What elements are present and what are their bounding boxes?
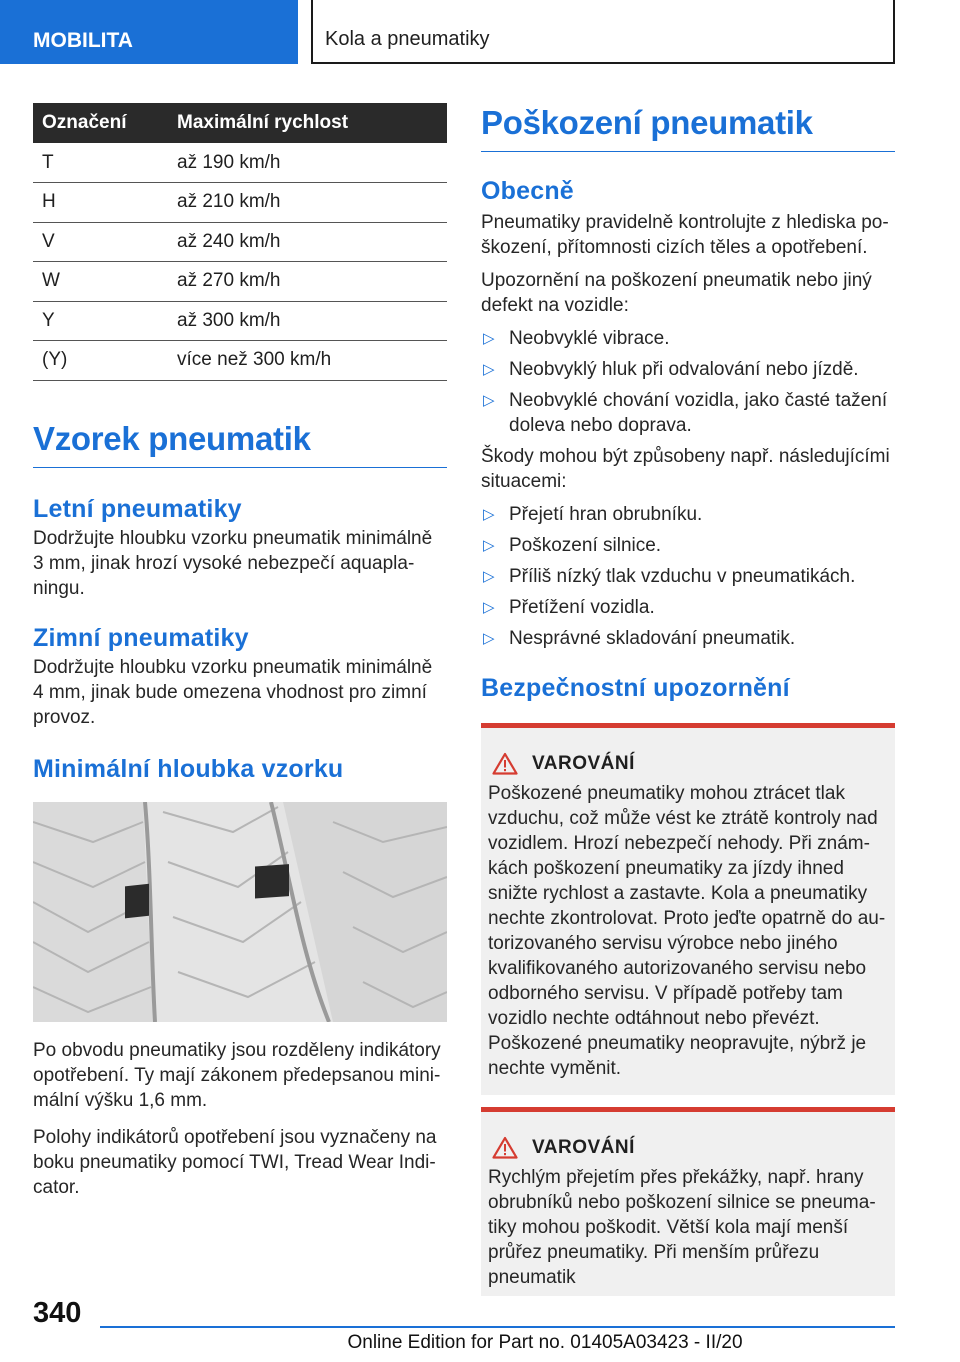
right-column	[481, 103, 895, 1296]
tyre-tread-drawing	[33, 802, 447, 1022]
table-cell: Y	[33, 301, 177, 341]
table-cell: více než 300 km/h	[177, 341, 447, 381]
footer-divider	[100, 1326, 895, 1328]
table-header-row	[33, 103, 447, 143]
table-cell: až 270 km/h	[177, 262, 447, 302]
list-item: ▷ Poškození silnice.	[483, 535, 662, 556]
triangle-bullet-icon: ▷	[483, 537, 495, 554]
list-item: ▷ Příliš nízký tlak vzduchu v pneumatikách.	[483, 566, 856, 587]
table-header-cell: Označení	[33, 103, 177, 143]
summer-tyres-text: Dodržujte hloubku vzorku pneumatik minimálně 3 mm, jinak hrozí vysoké nebezpečí aquaplaningu.	[33, 527, 433, 599]
edition-text: Online Edition for Part no. 01405A03423 - II/20	[347, 1332, 743, 1353]
twi-text: Polohy indikátorů opotřebení jsou vyznačeny na boku pneumatiky pomocí TWI, Tread Wear Indicator.	[33, 1126, 437, 1198]
table-row	[33, 222, 447, 262]
wear-indicator-text: Po obvodu pneumatiky jsou rozděleny indikátory opotřebení. Ty mají zákonem předepsanou minimální výšku 1,6 mm.	[33, 1039, 441, 1111]
page-number: 340	[33, 1297, 82, 1329]
subheading-summer-tyres: Letní pneumatiky	[33, 494, 242, 523]
section-heading-tread: Vzorek pneumatik	[33, 419, 447, 468]
list-item: ▷ Neobvyklé vibrace.	[483, 328, 670, 349]
triangle-bullet-icon: ▷	[483, 599, 495, 616]
table-cell: až 190 km/h	[177, 143, 447, 183]
triangle-bullet-icon: ▷	[483, 506, 495, 523]
table-cell: až 300 km/h	[177, 301, 447, 341]
warning-box	[481, 723, 895, 1095]
warning-box	[481, 1107, 895, 1296]
warning-text: Poškozené pneumatiky mohou ztrácet tlak vzduchu, což může vést ke ztrátě kontroly nad vozidlem. Hrozí nebezpečí nehody. Při známkách poškození pneumatiky za jízdy ihned snižte rychlost a zastavte. Kola a pneumatiky nechte zkontrolovat. Proto jeďte opatrně do autorizovaného servisu výrobce nebo jiného kvalifikovaného autorizovaného servisu nebo odborného servisu. V případě potřeby tam vozidlo nechte odtáhnout nebo převézt. Poškozené pneumatiky neopravujte, nýbrž je nechte vyměnit.	[488, 783, 886, 1079]
chapter-tab	[311, 0, 895, 64]
subheading-min-depth: Minimální hloubka vzorku	[33, 754, 344, 783]
list-item: ▷ Přejetí hran obrubníku.	[483, 504, 703, 525]
chapter-title: Kola a pneumatiky	[325, 28, 490, 50]
triangle-bullet-icon: ▷	[483, 568, 495, 585]
list-item: ▷ Nesprávné skladování pneumatik.	[483, 628, 796, 649]
subheading-general: Obecně	[481, 177, 574, 205]
triangle-bullet-icon: ▷	[483, 630, 495, 647]
speed-rating-table	[33, 103, 447, 381]
table-cell: V	[33, 222, 177, 262]
triangle-bullet-icon: ▷	[483, 392, 495, 409]
symptom-list	[481, 326, 895, 438]
list-item: ▷ Přetížení vozidla.	[483, 597, 655, 618]
warning-text: Rychlým přejetím přes překážky, např. hrany obrubníků nebo poškození silnice se pneumatiky mohou poškodit. Větší kola mají menší průřez pneumatiky. Při menším průřezu pneumatik	[488, 1167, 876, 1288]
damage-causes-text: Škody mohou být způsobeny např. následujícími situacemi:	[481, 446, 890, 492]
triangle-bullet-icon: ▷	[483, 330, 495, 347]
winter-tyres-text: Dodržujte hloubku vzorku pneumatik minimálně 4 mm, jinak bude omezena vhodnost pro zimní provoz.	[33, 656, 433, 728]
table-cell: T	[33, 143, 177, 183]
general-text-1: Pneumatiky pravidelně kontrolujte z hlediska poškození, přítomnosti cizích těles a opotřebení.	[481, 212, 889, 258]
table-cell: až 240 km/h	[177, 222, 447, 262]
footer-edition	[0, 1332, 960, 1354]
list-item: ▷ Neobvyklé chování vozidla, jako časté tažení doleva nebo doprava.	[483, 390, 888, 436]
general-text-2: Upozornění na poškození pneumatik nebo jiný defekt na vozidle:	[481, 270, 872, 316]
warning-label: VAROVÁNÍ	[532, 752, 635, 774]
warning-label: VAROVÁNÍ	[532, 1136, 635, 1158]
tread-wear-indicator-illustration	[33, 802, 447, 1022]
left-column	[33, 103, 447, 1200]
section-tab	[0, 0, 298, 64]
list-item: ▷ Neobvyklý hluk při odvalování nebo jízdě.	[483, 359, 859, 380]
warning-triangle-icon	[492, 752, 518, 775]
table-row	[33, 183, 447, 223]
table-row	[33, 143, 447, 183]
table-cell: W	[33, 262, 177, 302]
table-row	[33, 301, 447, 341]
table-header-cell: Maximální rychlost	[177, 103, 447, 143]
table-row	[33, 262, 447, 302]
warning-title	[492, 1136, 887, 1159]
table-cell: až 210 km/h	[177, 183, 447, 223]
triangle-bullet-icon: ▷	[483, 361, 495, 378]
causes-list	[481, 502, 895, 651]
warning-triangle-icon	[492, 1136, 518, 1159]
table-cell: (Y)	[33, 341, 177, 381]
section-heading-tyre-damage: Poškození pneumatik	[481, 103, 895, 152]
table-cell: H	[33, 183, 177, 223]
section-title: MOBILITA	[33, 29, 133, 52]
subheading-safety-notes: Bezpečnostní upozornění	[481, 674, 790, 702]
table-row	[33, 341, 447, 381]
warning-title	[492, 752, 887, 775]
subheading-winter-tyres: Zimní pneumatiky	[33, 623, 249, 652]
